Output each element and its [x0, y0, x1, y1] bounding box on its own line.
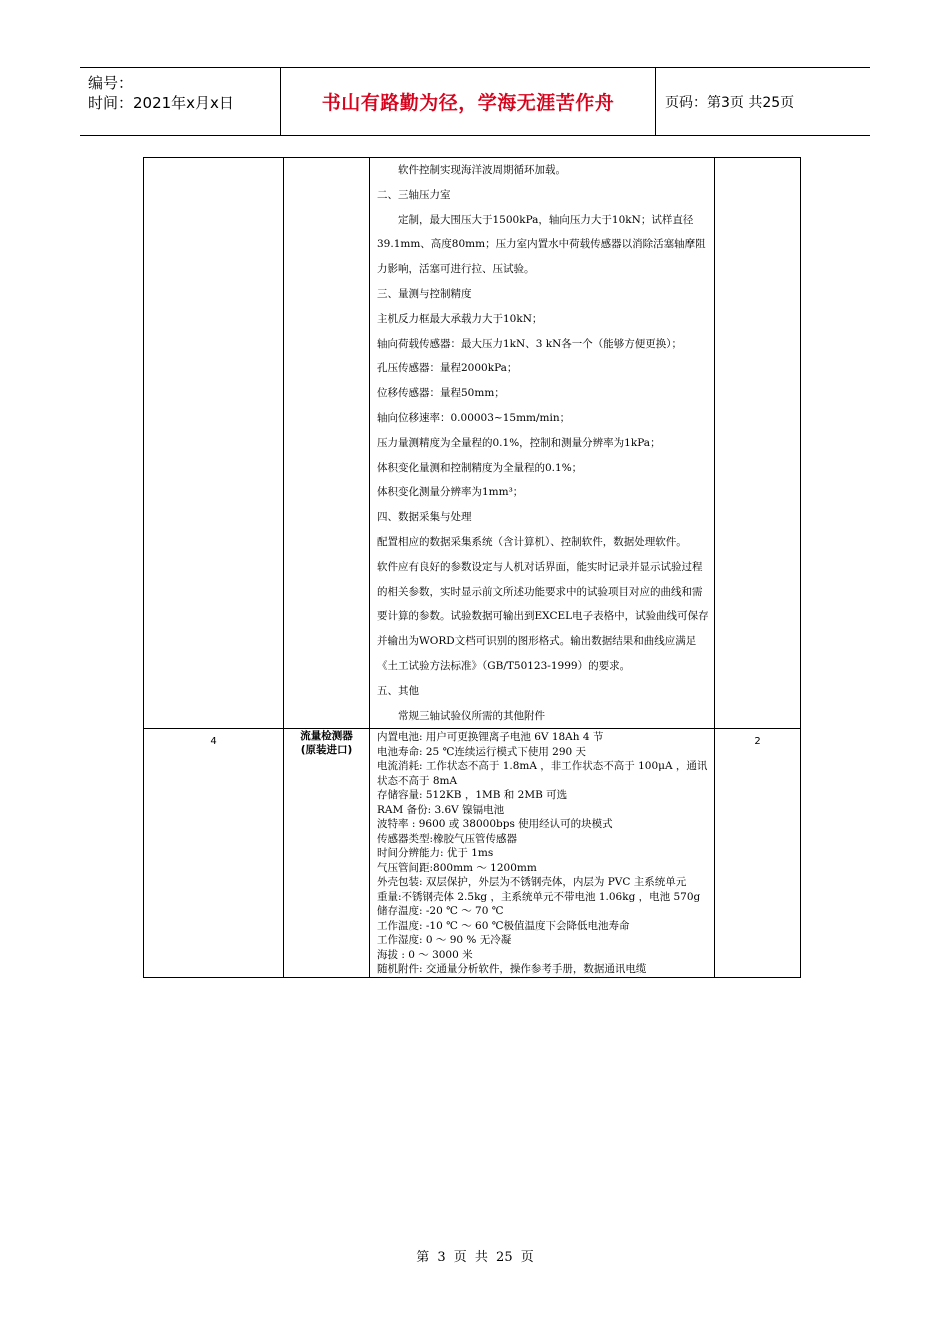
row4-name-cell	[284, 729, 370, 978]
spec-paragraph: 轴向位移速率：0.00003~15mm/min；	[377, 411, 571, 424]
spec-paragraph: 轴向荷载传感器：最大压力1kN、3 kN各一个（能够方便更换）；	[377, 337, 683, 350]
spec-line: 重量:不锈钢壳体 2.5kg ，主系统单元不带电池 1.06kg ，电池 570g	[377, 890, 701, 903]
header-page-info: 页码：第3页 共25页	[665, 94, 795, 111]
header-info	[88, 73, 234, 113]
spec-line: 波特率 : 9600 或 38000bps 使用经认可的块模式	[377, 818, 613, 831]
row3-spec-text	[370, 158, 714, 728]
table-row	[144, 729, 801, 978]
spec-paragraph: 位移传感器：量程50mm；	[377, 387, 505, 400]
spec-line: 随机附件: 交通量分析软件，操作参考手册，数据通讯电缆	[377, 963, 647, 976]
spec-line: 储存温度: -20 ℃ ～ 70 ℃	[377, 905, 504, 918]
header-divider-right	[655, 68, 656, 135]
spec-line: 电池寿命: 25 ℃连续运行模式下使用 290 天	[377, 745, 587, 758]
spec-paragraph: 压力量测精度为全量程的0.1%，控制和测量分辨率为1kPa；	[377, 436, 661, 449]
spec-paragraph: 定制，最大围压大于1500kPa，轴向压力大于10kN；试样直径39.1mm、高度80mm；压力室内置水中荷载传感器以消除活塞轴摩阻力影响，活塞可进行拉、压试验。	[377, 213, 706, 276]
spec-paragraph: 二、三轴压力室	[377, 188, 451, 201]
row4-quantity: 2	[754, 736, 761, 748]
row4-quantity-cell	[715, 729, 801, 978]
spec-line: 存储容量: 512KB ，1MB 和 2MB 可选	[377, 789, 568, 802]
spec-paragraph: 体积变化测量分辨率为1mm³；	[377, 486, 524, 499]
equipment-spec-table	[143, 157, 801, 978]
spec-paragraph: 孔压传感器：量程2000kPa；	[377, 362, 518, 375]
spec-paragraph: 配置相应的数据采集系统（含计算机）、控制软件，数据处理软件。	[377, 535, 687, 548]
document-code-label: 编号：	[88, 74, 134, 92]
spec-paragraph: 软件控制实现海洋波周期循环加载。	[398, 164, 566, 176]
header-motto: 书山有路勤为径，学海无涯苦作舟	[321, 92, 615, 114]
page-header	[80, 67, 870, 136]
spec-line: RAM 备份: 3.6V 镍镉电池	[377, 803, 505, 816]
spec-line: 电流消耗: 工作状态不高于 1.8mA ，非工作状态不高于 100μA ，通讯状态不高于 8mA	[377, 760, 708, 787]
row4-device-name: 流量检测器	[300, 730, 353, 743]
spec-line: 外壳包装: 双层保护，外层为不锈钢壳体，内层为 PVC 主系统单元	[377, 876, 687, 889]
spec-paragraph: 三、量测与控制精度	[377, 287, 472, 300]
spec-paragraph: 常规三轴试验仪所需的其他附件	[398, 709, 545, 722]
row4-index: 4	[210, 736, 217, 748]
spec-line: 气压管间距:800mm ～ 1200mm	[377, 861, 537, 874]
spec-paragraph: 软件应有良好的参数设定与人机对话界面，能实时记录并显示试验过程的相关参数，实时显示前文所述功能要求中的试验项目对应的曲线和需要计算的参数。试验数据可输出到EXCEL电子表格中，试验曲线可保存并输出为WORD文档可识别的图形格式。输出数据结果和曲线应满足《土工试验方法标准》（GB/T50123-1999）的要求。	[377, 560, 709, 672]
row3-index-cell	[144, 158, 284, 729]
spec-line: 内置电池: 用户可更换锂离子电池 6V 18Ah 4 节	[377, 731, 604, 744]
document-time-label: 时间：2021年x月x日	[88, 94, 234, 112]
spec-paragraph: 体积变化量测和控制精度为全量程的0.1%；	[377, 461, 583, 474]
spec-paragraph: 五、其他	[377, 684, 419, 697]
spec-paragraph: 四、数据采集与处理	[377, 511, 472, 524]
row4-index-cell	[144, 729, 284, 978]
spec-line: 时间分辨能力: 优于 1ms	[377, 847, 494, 860]
spec-line: 工作温度: -10 ℃ ～ 60 ℃极值温度下会降低电池寿命	[377, 919, 630, 932]
spec-line: 传感器类型:橡胶气压管传感器	[377, 832, 518, 845]
row4-spec-cell	[370, 729, 715, 978]
spec-line: 海拔 : 0 ～ 3000 米	[377, 948, 473, 961]
spec-paragraph: 主机反力框最大承载力大于10kN；	[377, 312, 543, 325]
row3-name-cell	[284, 158, 370, 729]
row3-quantity-cell	[715, 158, 801, 729]
page-footer: 第 3 页 共 25 页	[416, 1250, 534, 1265]
row4-device-origin: (原装进口)	[300, 744, 353, 757]
spec-line: 工作湿度: 0 ～ 90 % 无冷凝	[377, 934, 512, 947]
row3-spec-cell	[370, 158, 715, 729]
row4-spec-text	[370, 729, 714, 977]
table-row	[144, 158, 801, 729]
